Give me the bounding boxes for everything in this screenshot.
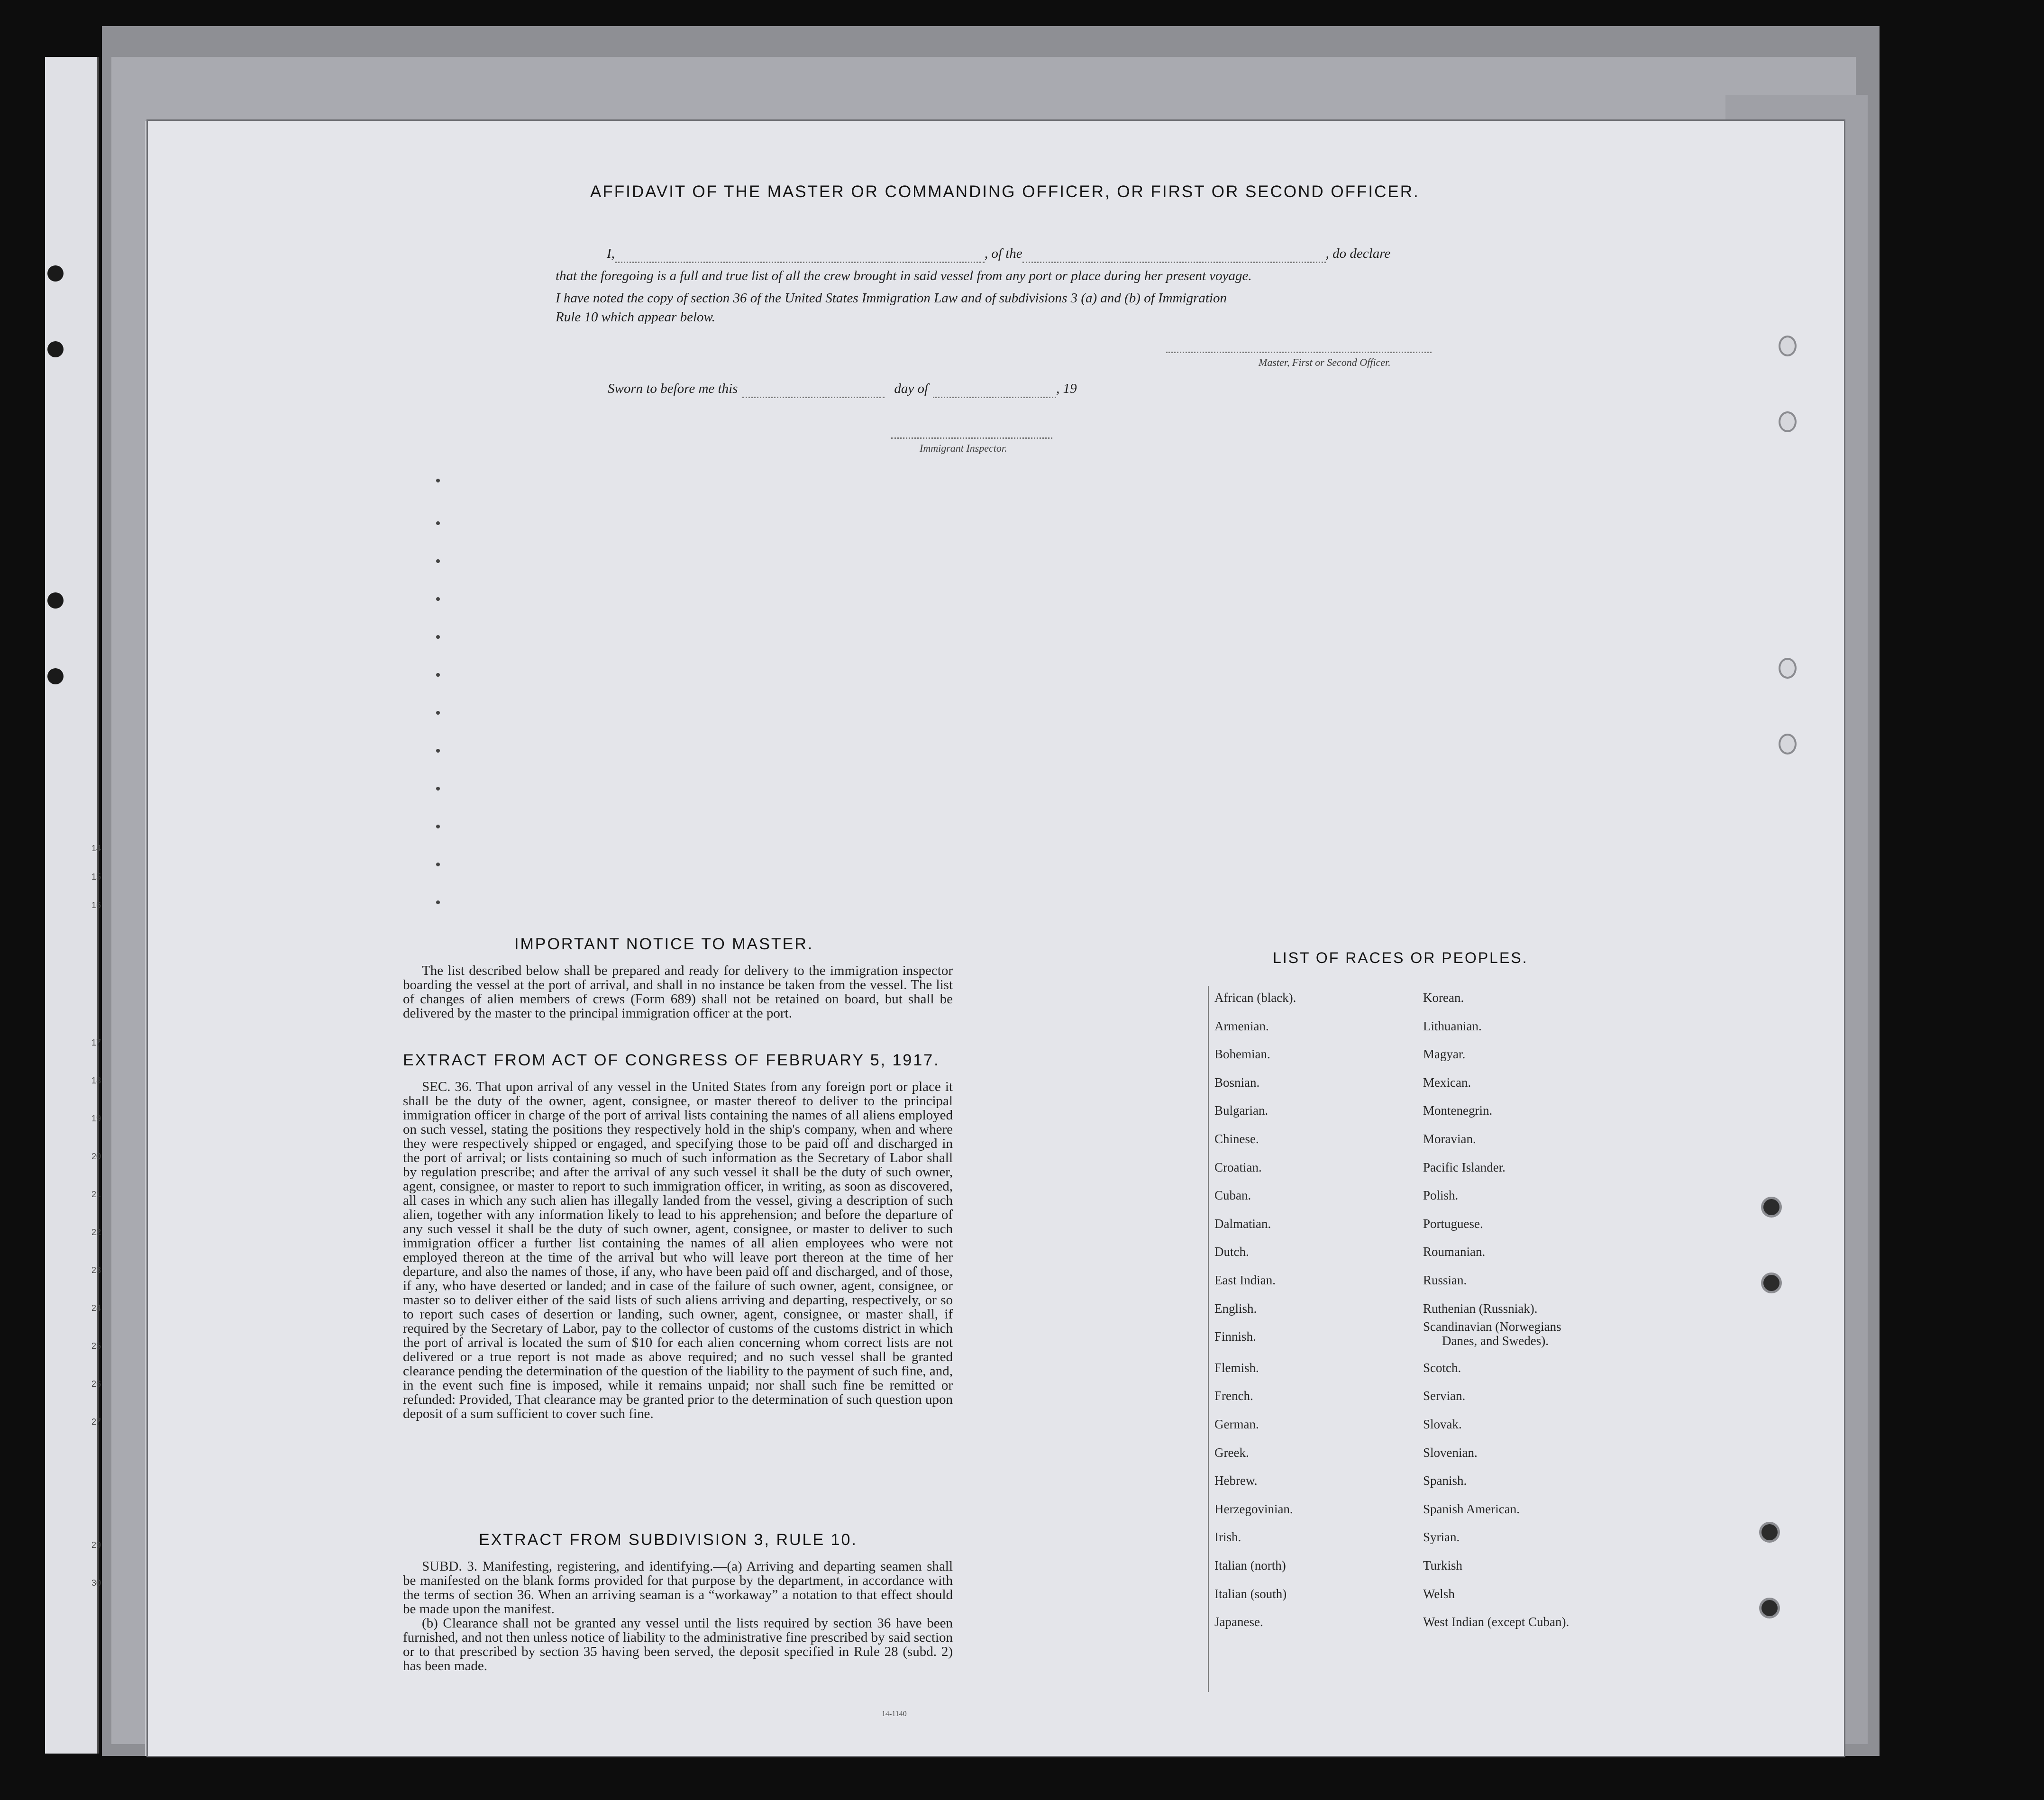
race-item: Scandinavian (Norwegians bbox=[1423, 1319, 1561, 1334]
race-item: Pacific Islander. bbox=[1423, 1160, 1506, 1174]
margin-tick bbox=[436, 673, 440, 677]
race-item: Scotch. bbox=[1423, 1361, 1461, 1375]
left-binding-strip bbox=[45, 57, 99, 1754]
ruler-number: 29 bbox=[91, 1540, 101, 1550]
rivet bbox=[1763, 1275, 1779, 1291]
ruler-number: 24 bbox=[91, 1303, 101, 1313]
form-number: 14-1140 bbox=[882, 1710, 907, 1718]
race-item: Syrian. bbox=[1423, 1530, 1460, 1544]
act-extract-title: EXTRACT FROM ACT OF CONGRESS OF FEBRUARY 5, 1917. bbox=[403, 1051, 940, 1069]
inspector-signature-label: Immigrant Inspector. bbox=[920, 442, 1007, 454]
rivet bbox=[1763, 1199, 1779, 1215]
binding-hole bbox=[47, 668, 64, 684]
margin-tick bbox=[436, 479, 440, 482]
race-item: Korean. bbox=[1423, 991, 1464, 1005]
ruler-number: 21 bbox=[91, 1190, 101, 1199]
ruler-number: 15 bbox=[91, 872, 101, 882]
sworn-line bbox=[608, 379, 1077, 398]
race-item: Croatian. bbox=[1214, 1160, 1262, 1174]
binding-hole bbox=[47, 265, 64, 282]
master-signature-label: Master, First or Second Officer. bbox=[1259, 356, 1391, 368]
notice-text bbox=[403, 964, 953, 1020]
race-item: Moravian. bbox=[1423, 1132, 1476, 1146]
race-item: Ruthenian (Russniak). bbox=[1423, 1301, 1538, 1316]
race-item: Finnish. bbox=[1214, 1329, 1256, 1344]
race-item: German. bbox=[1214, 1417, 1259, 1431]
margin-tick bbox=[436, 597, 440, 601]
margin-tick bbox=[436, 863, 440, 866]
ruler-number: 19 bbox=[91, 1114, 101, 1123]
margin-tick bbox=[436, 521, 440, 525]
ruler-number: 20 bbox=[91, 1152, 101, 1161]
punch-hole bbox=[1779, 336, 1797, 356]
race-item: Hebrew. bbox=[1214, 1473, 1258, 1488]
race-item: Cuban. bbox=[1214, 1188, 1251, 1202]
ruler-number: 18 bbox=[91, 1076, 101, 1085]
day-blank bbox=[742, 397, 885, 398]
name-blank bbox=[615, 262, 985, 263]
race-item: Slovenian. bbox=[1423, 1445, 1478, 1460]
rule-paragraph-a: SUBD. 3. Manifesting, registering, and identifying.—(a) Arriving and departing seamen shall be manifested on the blank forms provided for that purpose by the department, in accordance with the terms of section 36. When an arriving seaman is a “workaway” a notation to that effect should be made upon the manifest. bbox=[403, 1559, 953, 1617]
margin-tick bbox=[436, 787, 440, 791]
affidavit-line-4: Rule 10 which appear below. bbox=[556, 309, 715, 325]
notice-paragraph: The list described below shall be prepared and ready for delivery to the immigration inspector boarding the vessel at the port of arrival, and shall in no instance be taken from the vessel. The list of changes of alien members of crews (Form 689) shall not be retained on board, but shall be delivered by the master to the principal immigration officer at the port. bbox=[403, 963, 953, 1021]
ruler-number: 22 bbox=[91, 1227, 101, 1237]
race-item: Bulgarian. bbox=[1214, 1103, 1268, 1118]
race-item: Mexican. bbox=[1423, 1075, 1471, 1090]
race-item: Dutch. bbox=[1214, 1245, 1249, 1259]
binding-hole bbox=[47, 341, 64, 357]
ruler-number: 26 bbox=[91, 1379, 101, 1389]
sworn-label: Sworn to before me this bbox=[608, 381, 738, 396]
affidavit-title: AFFIDAVIT OF THE MASTER OR COMMANDING OFFICER, OR FIRST OR SECOND OFFICER. bbox=[590, 182, 1420, 201]
race-item: Herzegovinian. bbox=[1214, 1502, 1293, 1516]
act-extract-text bbox=[403, 1080, 953, 1421]
rivet bbox=[1761, 1524, 1778, 1540]
race-item: Portuguese. bbox=[1423, 1217, 1483, 1231]
punch-hole bbox=[1779, 734, 1797, 755]
race-item: Turkish bbox=[1423, 1558, 1463, 1573]
affidavit-line-2: that the foregoing is a full and true list of all the crew brought in said vessel from any port or place during her present voyage. bbox=[556, 268, 1252, 283]
vessel-blank bbox=[1022, 262, 1326, 263]
race-item: Roumanian. bbox=[1423, 1245, 1486, 1259]
race-item: Servian. bbox=[1423, 1389, 1466, 1403]
day-of-label: day of bbox=[894, 381, 929, 396]
month-blank bbox=[933, 397, 1056, 398]
races-column-1 bbox=[1214, 991, 1428, 1654]
margin-tick bbox=[436, 749, 440, 753]
margin-tick bbox=[436, 635, 440, 639]
notice-title: IMPORTANT NOTICE TO MASTER. bbox=[514, 935, 814, 953]
race-item: Italian (north) bbox=[1214, 1558, 1286, 1573]
race-item: Russian. bbox=[1423, 1273, 1467, 1287]
race-item: Welsh bbox=[1423, 1587, 1455, 1601]
punch-hole bbox=[1779, 658, 1797, 679]
rule-extract-title: EXTRACT FROM SUBDIVISION 3, RULE 10. bbox=[479, 1531, 858, 1549]
race-item: Italian (south) bbox=[1214, 1587, 1287, 1601]
act-extract-paragraph: SEC. 36. That upon arrival of any vessel in the United States from any foreign port or place it shall be the duty of the owner, agent, consignee, or master thereof to deliver to the principal immigration officer in charge of the port of arrival lists containing the names of all aliens employed on such vessel, stating the positions they respectively hold in the ship's company, when and where they were respectively shipped or engaged, and specifying those to be paid off and discharged in the port of arrival; or lists containing so much of such information as the Secretary of Labor shall by regulation prescribe; and after the arrival of any such vessel it shall be the duty of such owner, agent, consignee, or master to report to such immigration officer, in writing, as soon as discovered, all cases in which any such alien has illegally landed from the vessel, giving a description of such alien, together with any information likely to lead to his apprehension; and before the departure of any such vessel it shall be the duty of such owner, agent, consignee, or master to deliver to such immigration officer a further list containing the names of all alien employees who were not employed thereon at the time of the arrival but who will leave port thereon at the time of her departure, and also the names of those, if any, who have been paid off and discharged, and of those, if any, who have deserted or landed; and in case of the failure of such owner, agent, consignee, or master so to deliver either of the said lists of such aliens arriving and departing, respectively, or so to report such cases of desertion or landing, such owner, agent, consignee, or master shall, if required by the Secretary of Labor, pay to the collector of customs of the customs district in which the port of arrival is located the sum of $10 for each alien concerning whom correct lists are not delivered or a true report is not made as above required; and no such vessel shall be granted clearance pending the determination of the question of the liability to the payment of such fine, and, in the event such fine is imposed, while it remains unpaid; nor shall such fine be remitted or refunded: Provided, That clearance may be granted prior to the determination of such question upon deposit of a sum sufficient to cover such fine. bbox=[403, 1079, 953, 1421]
race-item: Dalmatian. bbox=[1214, 1217, 1271, 1231]
margin-tick bbox=[436, 559, 440, 563]
race-item: Irish. bbox=[1214, 1530, 1241, 1544]
race-item: Japanese. bbox=[1214, 1615, 1263, 1629]
rule-extract-text bbox=[403, 1559, 953, 1673]
race-item: Flemish. bbox=[1214, 1361, 1259, 1375]
race-item: Polish. bbox=[1423, 1188, 1459, 1202]
race-item: Magyar. bbox=[1423, 1047, 1466, 1061]
race-item: English. bbox=[1214, 1301, 1257, 1316]
ruler-number: 14 bbox=[91, 844, 101, 853]
inspector-signature-line bbox=[891, 437, 1052, 439]
punch-hole bbox=[1779, 411, 1797, 432]
race-item: Bohemian. bbox=[1214, 1047, 1270, 1061]
race-item: Danes, and Swedes). bbox=[1442, 1334, 1549, 1348]
ruler-number: 30 bbox=[91, 1578, 101, 1588]
race-item: Chinese. bbox=[1214, 1132, 1259, 1146]
ruler-number: 17 bbox=[91, 1038, 101, 1047]
affidavit-of-the: , of the bbox=[984, 246, 1022, 261]
race-item: Spanish. bbox=[1423, 1473, 1467, 1488]
race-item: Montenegrin. bbox=[1423, 1103, 1493, 1118]
race-item: Lithuanian. bbox=[1423, 1019, 1482, 1033]
races-column-2 bbox=[1423, 991, 1660, 1654]
race-item: Greek. bbox=[1214, 1445, 1249, 1460]
races-title: LIST OF RACES OR PEOPLES. bbox=[1273, 949, 1528, 966]
affidavit-line-3: I have noted the copy of section 36 of the United States Immigration Law and of subdivisions 3 (a) and (b) of Immigration bbox=[556, 291, 1227, 306]
ruler-number: 25 bbox=[91, 1341, 101, 1351]
ruler-number: 16 bbox=[91, 900, 101, 910]
race-item: Armenian. bbox=[1214, 1019, 1269, 1033]
affidavit-do-declare: , do declare bbox=[1325, 246, 1391, 261]
rivet bbox=[1761, 1600, 1778, 1616]
races-rule bbox=[1208, 986, 1209, 1692]
race-item: West Indian (except Cuban). bbox=[1423, 1615, 1570, 1629]
rule-paragraph-b: (b) Clearance shall not be granted any vessel until the lists required by section 36 have been furnished, and not then unless notice of liability to the administrative fine prescribed by said section or to that prescribed by section 35 having been served, the deposit specified in Rule 28 (subd. 2) has been made. bbox=[403, 1616, 953, 1673]
margin-tick bbox=[436, 900, 440, 904]
ruler-number: 23 bbox=[91, 1265, 101, 1275]
master-signature-line bbox=[1166, 352, 1432, 353]
affidavit-i: I, bbox=[607, 246, 615, 261]
year-label: , 19 bbox=[1056, 381, 1077, 396]
margin-tick bbox=[436, 711, 440, 715]
race-item: Bosnian. bbox=[1214, 1075, 1260, 1090]
affidavit-line-1 bbox=[607, 244, 1390, 263]
race-item: East Indian. bbox=[1214, 1273, 1276, 1287]
margin-tick bbox=[436, 825, 440, 828]
ruler-number: 27 bbox=[91, 1417, 101, 1427]
race-item: Slovak. bbox=[1423, 1417, 1462, 1431]
race-item: French. bbox=[1214, 1389, 1253, 1403]
binding-hole bbox=[47, 592, 64, 609]
race-item: Spanish American. bbox=[1423, 1502, 1520, 1516]
race-item: African (black). bbox=[1214, 991, 1296, 1005]
